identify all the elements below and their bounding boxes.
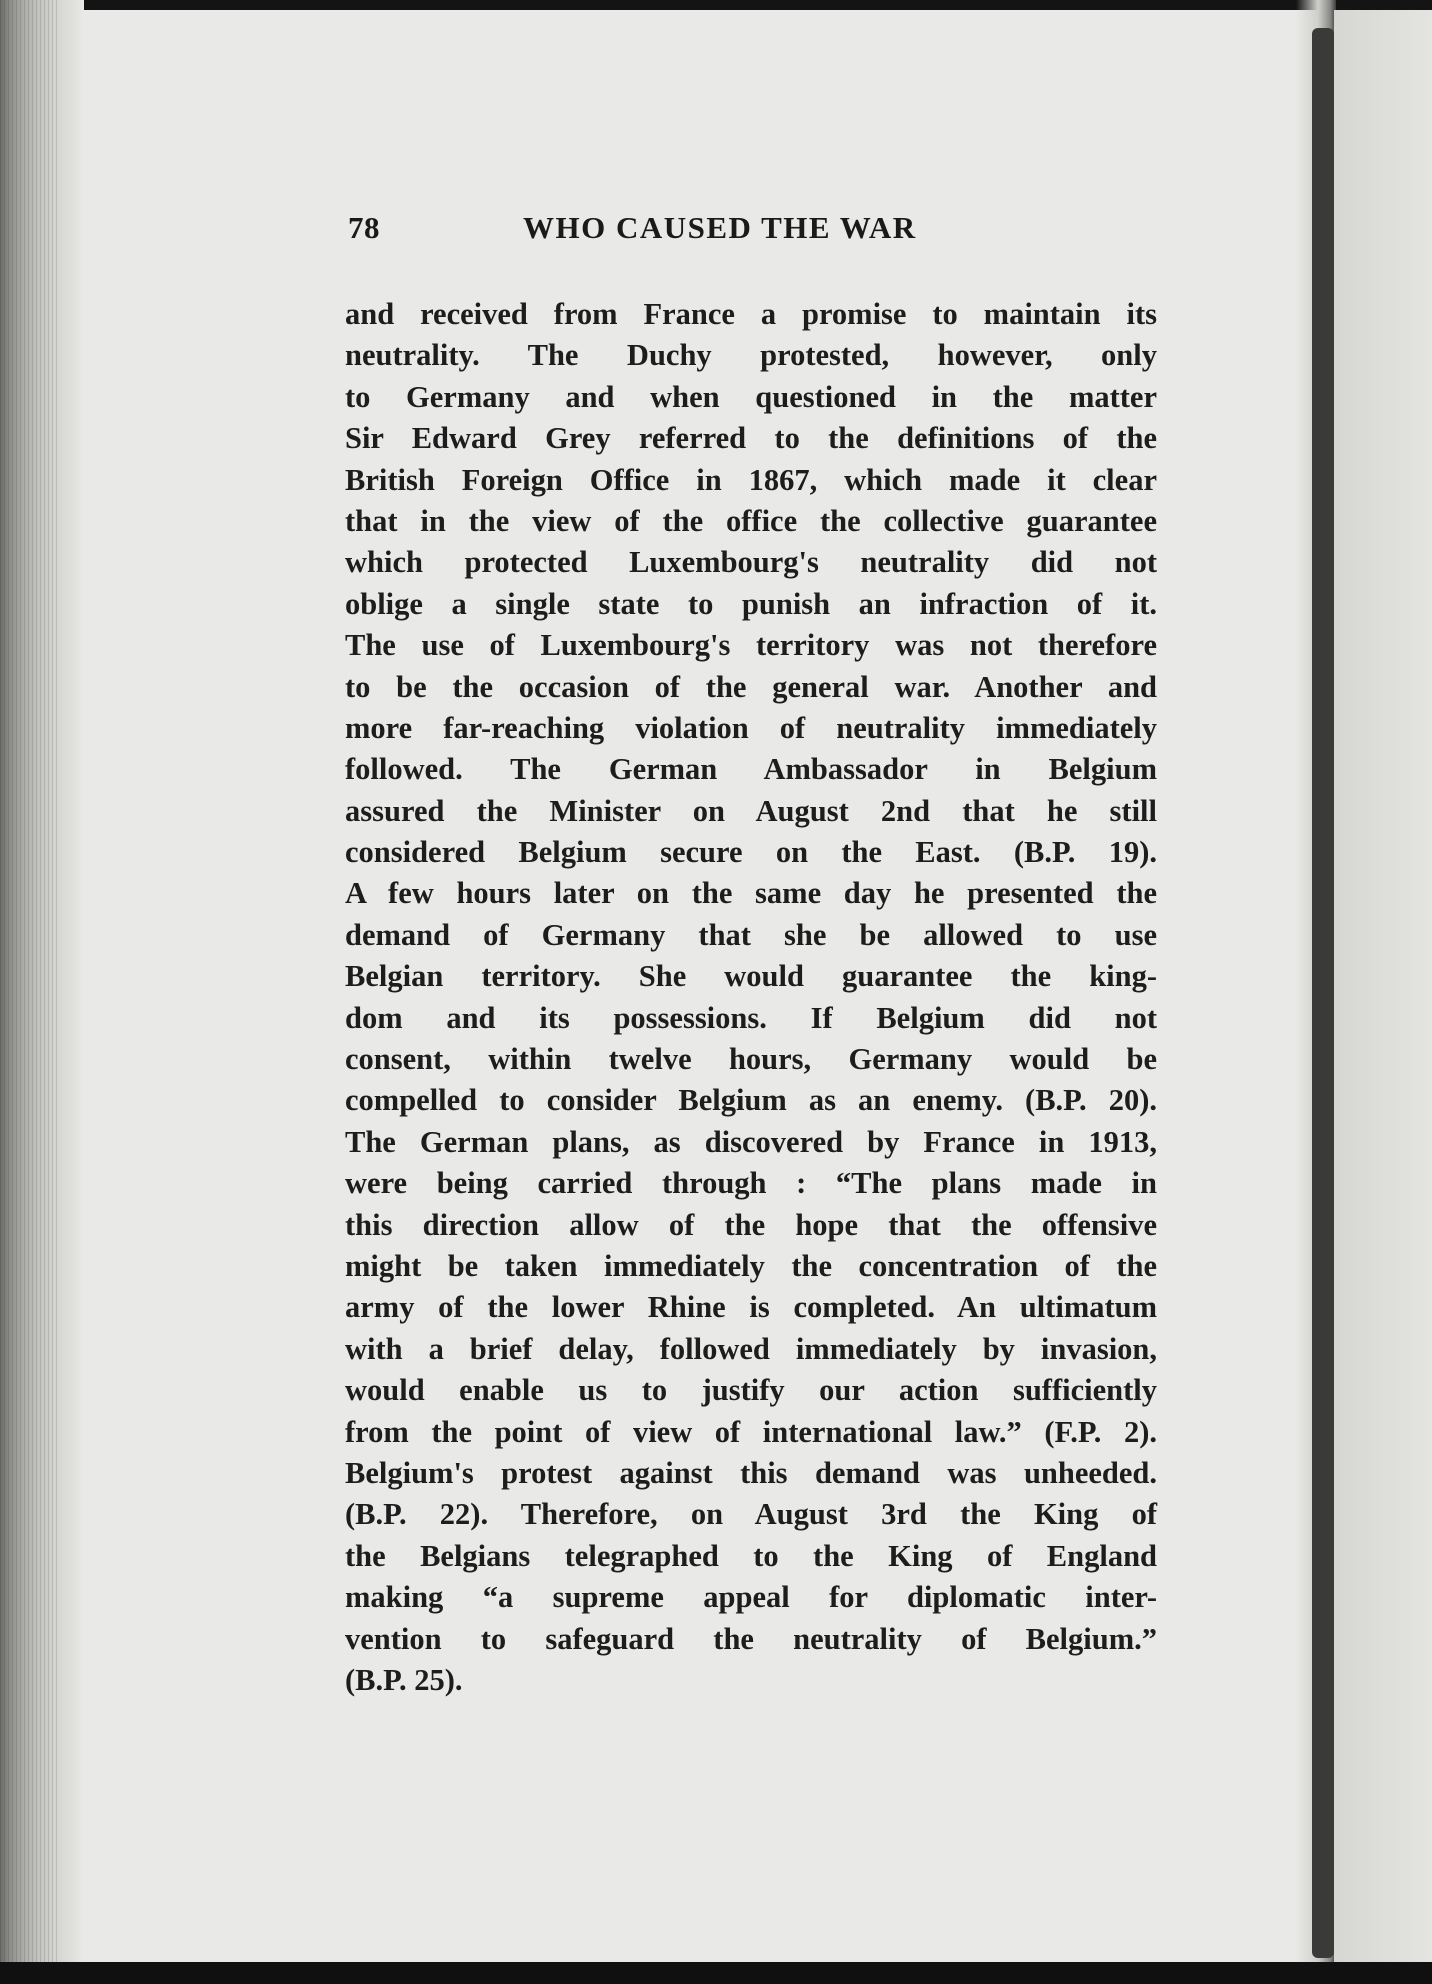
body-text — [345, 294, 1157, 1701]
text-line: neutrality. The Duchy protested, however, only — [345, 338, 1157, 373]
text-line: were being carried through : “The plans made in — [345, 1166, 1157, 1201]
text-line: Sir Edward Grey referred to the definitions of the — [345, 421, 1157, 456]
running-head: WHO CAUSED THE WAR — [523, 210, 917, 245]
text-line: Belgium's protest against this demand was unheeded. — [345, 1455, 1157, 1490]
text-line: the Belgians telegraphed to the King of England — [345, 1538, 1157, 1573]
bottom-scan-edge — [0, 1962, 1432, 1984]
text-line: The German plans, as discovered by France in 1913, — [345, 1124, 1157, 1159]
top-scan-edge — [60, 0, 1432, 10]
text-line: Belgian territory. She would guarantee the king- — [345, 959, 1157, 994]
text-line: oblige a single state to punish an infraction of it. — [345, 586, 1157, 621]
text-line: that in the view of the office the collective guarantee — [345, 503, 1157, 538]
text-line: army of the lower Rhine is completed. An ultimatum — [345, 1290, 1157, 1325]
text-line: followed. The German Ambassador in Belgium — [345, 752, 1157, 787]
text-line: to be the occasion of the general war. Another and — [345, 669, 1157, 704]
text-line: more far-reaching violation of neutrality immediately — [345, 710, 1157, 745]
page-divider-bar — [1312, 28, 1334, 1958]
text-line: to Germany and when questioned in the matter — [345, 379, 1157, 414]
facing-page-edge — [1334, 10, 1432, 1984]
text-line: and received from France a promise to maintain its — [345, 297, 1157, 331]
page-header — [348, 210, 1068, 258]
text-line: demand of Germany that she be allowed to use — [345, 917, 1157, 952]
text-line: consent, within twelve hours, Germany would be — [345, 1042, 1157, 1077]
text-line: compelled to consider Belgium as an enemy. (B.P. 20). — [345, 1083, 1157, 1118]
text-line: British Foreign Office in 1867, which made it clear — [345, 462, 1157, 497]
text-line: (B.P. 22). Therefore, on August 3rd the King of — [345, 1497, 1157, 1532]
text-line: making “a supreme appeal for diplomatic inter- — [345, 1580, 1157, 1615]
text-line: vention to safeguard the neutrality of Belgium.” — [345, 1621, 1157, 1656]
text-line: would enable us to justify our action sufficiently — [345, 1373, 1157, 1408]
text-line: The use of Luxembourg's territory was not therefore — [345, 628, 1157, 663]
page-number: 78 — [348, 210, 380, 245]
text-line: with a brief delay, followed immediately by invasion, — [345, 1331, 1157, 1366]
text-line: considered Belgium secure on the East. (B.P. 19). — [345, 835, 1157, 870]
text-line: from the point of view of international law.” (F.P. 2). — [345, 1414, 1157, 1449]
binding-texture — [0, 0, 60, 1984]
text-line: which protected Luxembourg's neutrality did not — [345, 545, 1157, 580]
text-line: this direction allow of the hope that the offensive — [345, 1207, 1157, 1242]
text-line: might be taken immediately the concentration of the — [345, 1248, 1157, 1283]
text-line: assured the Minister on August 2nd that he still — [345, 793, 1157, 828]
text-line: dom and its possessions. If Belgium did not — [345, 1000, 1157, 1035]
text-line: (B.P. 25). — [345, 1662, 463, 1697]
text-line: A few hours later on the same day he presented the — [345, 876, 1157, 911]
